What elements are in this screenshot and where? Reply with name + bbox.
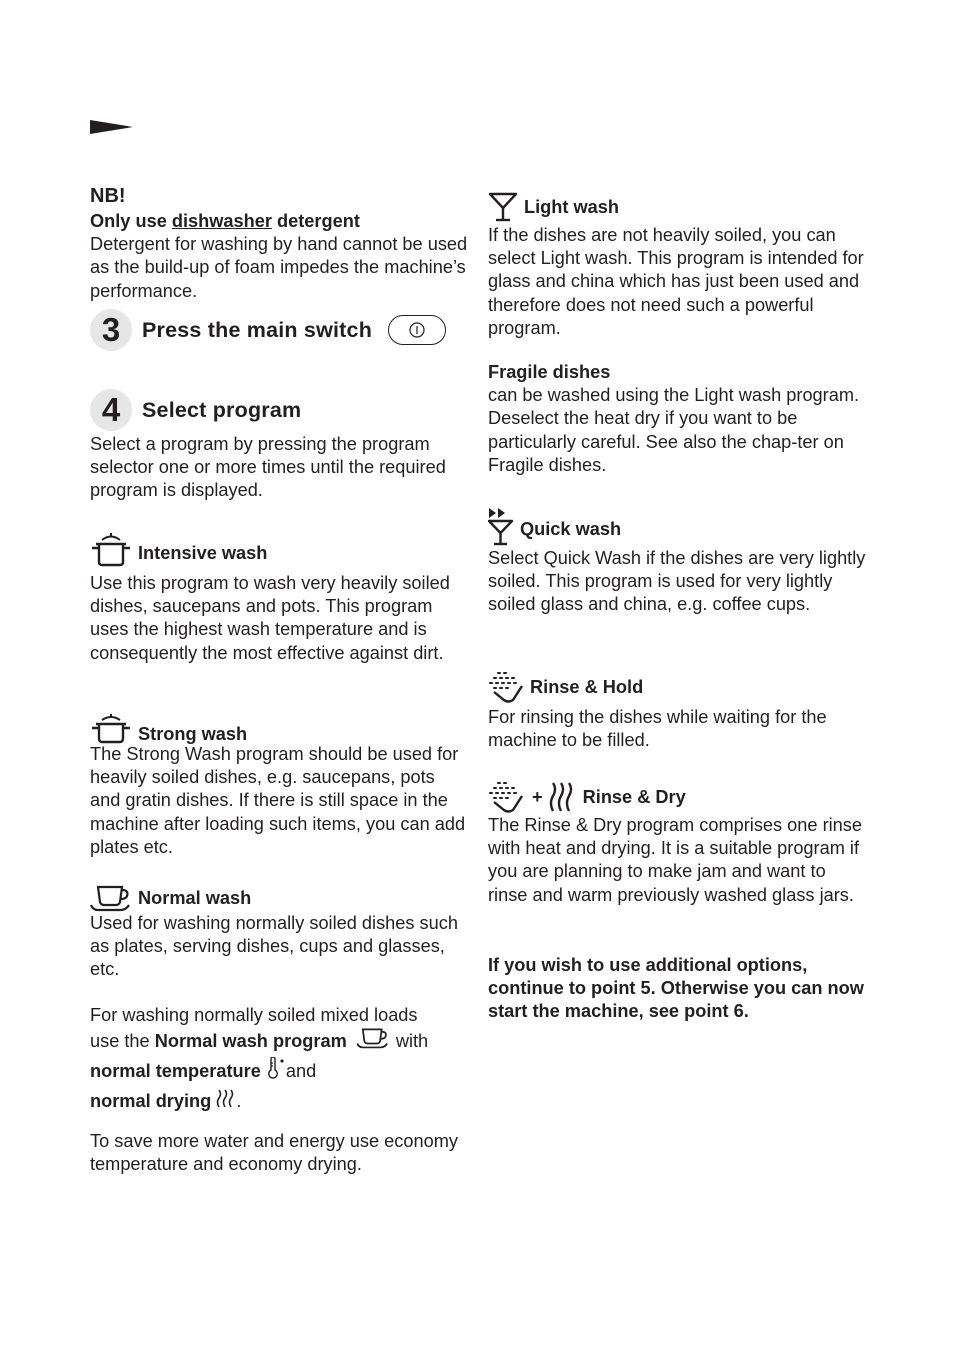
step-4-heading: [90, 389, 468, 431]
strong-wash-section: [90, 713, 468, 859]
rinse-icon: [488, 670, 524, 704]
rinse-dry-body: The Rinse & Dry program comprises one rinse with heat and drying. It is a suitable program if you are planning to make jam and want to rinse and warm previously washed glass jars.: [488, 815, 862, 905]
nb-warning-pre: Only use: [90, 211, 172, 231]
drying-icon: [549, 781, 575, 813]
step-3-number: 3: [90, 309, 132, 351]
intensive-wash-body: Use this program to wash very heavily soiled dishes, saucepans and pots. This program uses the highest wash temperature and is consequently the most effective against dirt.: [90, 573, 450, 663]
quick-wash-section: [488, 507, 868, 617]
step-4-body: Select a program by pressing the program selector one or more times until the required program is displayed.: [90, 434, 446, 501]
mixed-line-3: [90, 1057, 468, 1087]
mixed-line-2-post: with: [395, 1031, 429, 1051]
closing-note: If you wish to use additional options, continue to point 5. Otherwise you can now start the machine, see point 6.: [488, 955, 864, 1022]
fragile-dishes-body: can be washed using the Light wash program. Deselect the heat dry if you want to be particularly careful. See also the chap-ter on Fragile dishes.: [488, 385, 860, 475]
quick-glass-icon: [488, 507, 514, 547]
page-marker-arrow-icon: [90, 118, 134, 141]
mixed-line-4: [90, 1087, 468, 1117]
rinse-dry-section: [488, 780, 868, 907]
thermometer-icon: [266, 1057, 286, 1087]
light-wash-heading: [488, 192, 868, 222]
cup-icon: [90, 884, 132, 912]
strong-wash-title: Strong wash: [138, 724, 248, 744]
normal-wash-section: [90, 884, 468, 982]
intensive-wash-heading: [90, 532, 468, 570]
cup-icon: [356, 1027, 390, 1057]
rinse-dry-title: Rinse & Dry: [582, 786, 686, 807]
pot-icon: [90, 714, 132, 746]
fragile-dishes-title: Fragile dishes: [488, 362, 611, 382]
nb-body: Detergent for washing by hand cannot be used as the build-up of foam impedes the machine’s performance.: [90, 234, 468, 301]
mixed-line-2-pre: use the: [90, 1031, 155, 1051]
intensive-wash-section: [90, 532, 468, 665]
pot-icon: [90, 532, 132, 570]
normal-wash-title: Normal wash: [138, 887, 252, 908]
mixed-line-1: For washing normally soiled mixed loads: [90, 1005, 418, 1025]
rinse-hold-title: Rinse & Hold: [530, 676, 644, 697]
nb-section: [90, 184, 468, 303]
strong-wash-body: The Strong Wash program should be used for heavily soiled dishes, e.g. saucepans, pots and gratin dishes. If there is still space in the machine after loading such items, you can add plates etc.: [90, 744, 466, 857]
rinse-hold-section: [488, 670, 868, 752]
quick-wash-heading: [488, 507, 868, 547]
rinse-dry-plus: +: [532, 786, 543, 807]
rinse-dry-heading: [488, 780, 868, 814]
light-wash-body: If the dishes are not heavily soiled, you can select Light wash. This program is intended for glass and china which has just been used and therefore does not need such a powerful program.: [488, 225, 864, 338]
step-4-section: [90, 389, 468, 503]
light-wash-title: Light wash: [524, 196, 619, 217]
main-switch-icon: [388, 315, 446, 345]
nb-warning: [90, 210, 468, 233]
mixed-line-3-bold: normal temperature: [90, 1061, 261, 1082]
quick-wash-title: Quick wash: [520, 518, 622, 539]
nb-title: NB!: [90, 185, 126, 207]
rinse-icon: [488, 780, 524, 814]
step-4-number: 4: [90, 389, 132, 431]
nb-warning-post: detergent: [271, 211, 360, 231]
mixed-line-3-post: and: [285, 1061, 317, 1082]
fragile-dishes-section: [488, 361, 878, 477]
mixed-line-4-post: .: [236, 1091, 242, 1112]
light-wash-section: [488, 192, 868, 340]
nb-warning-underlined: dishwasher: [171, 211, 272, 231]
glass-icon: [488, 192, 518, 222]
mixed-line-2: [90, 1027, 468, 1057]
normal-wash-body: Used for washing normally soiled dishes such as plates, serving dishes, cups and glasses, etc.: [90, 913, 458, 980]
rinse-hold-heading: [488, 670, 868, 704]
drying-icon: [216, 1088, 236, 1118]
mixed-line-2-bold: Normal wash program: [154, 1031, 347, 1051]
step-3-title: Press the main switch: [142, 317, 373, 342]
strong-wash-heading: [90, 713, 468, 746]
mixed-line-4-bold: normal drying: [90, 1091, 212, 1112]
step-3-heading: [90, 309, 446, 351]
save-energy-paragraph: To save more water and energy use economy temperature and economy drying.: [90, 1131, 458, 1175]
intensive-wash-title: Intensive wash: [138, 542, 268, 563]
step-4-title: Select program: [142, 397, 302, 422]
normal-wash-heading: [90, 884, 468, 912]
mixed-loads-paragraph: [90, 1003, 468, 1118]
quick-wash-body: Select Quick Wash if the dishes are very lightly soiled. This program is used for very lightly soiled glass and china, e.g. coffee cups.: [488, 548, 866, 615]
rinse-hold-body: For rinsing the dishes while waiting for the machine to be filled.: [488, 707, 827, 751]
